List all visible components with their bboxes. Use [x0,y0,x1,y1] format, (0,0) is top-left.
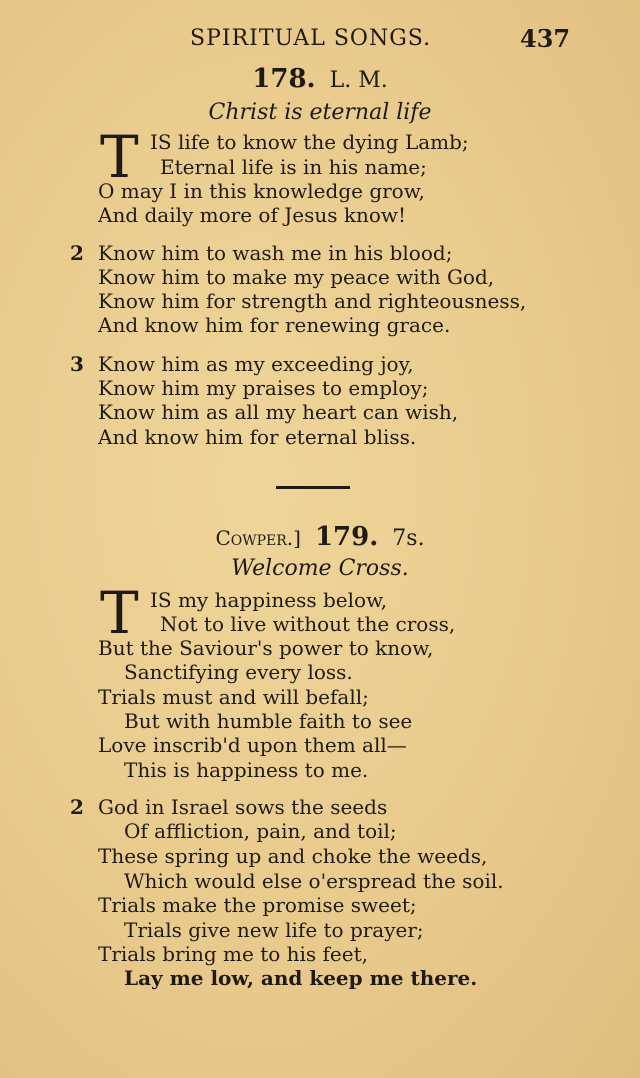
verse-line: But with humble faith to see [124,709,413,733]
verse-line: Know him to make my peace with God, [98,265,495,289]
verse-line: God in Israel sows the seeds [98,795,388,819]
drop-cap: T [100,123,139,191]
section-divider [276,486,350,489]
verse-line: Of affliction, pain, and toil; [124,819,397,843]
hymn-178-subtitle: Christ is eternal life [208,100,432,125]
verse-line: Know him for strength and righteousness, [98,289,527,313]
hymn-179-subtitle: Welcome Cross. [231,556,409,581]
hymn-number: 178. [252,64,316,94]
verse-line: Eternal life is in his name; [160,155,427,179]
verse-line: Trials bring me to his feet, [98,942,368,966]
hymn-meter: L. M. [329,68,388,93]
hymn-meter: 7s. [392,526,425,551]
hymn-179-heading [0,522,640,552]
verse-number: 2 [70,795,84,819]
verse-line: And know him for renewing grace. [98,313,451,337]
verse-line: O may I in this knowledge grow, [98,179,425,203]
verse-line: Which would else o'erspread the soil. [124,869,504,893]
verse-line: And daily more of Jesus know! [98,203,407,227]
verse-line: Trials must and will befall; [98,685,369,709]
verse-line: These spring up and choke the weeds, [98,844,488,868]
verse-line: Know him as my exceeding joy, [98,352,414,376]
hymn-178-heading [0,64,640,94]
verse-line: Know him as all my heart can wish, [98,400,459,424]
verse-line: Sanctifying every loss. [124,660,353,684]
verse-line: And know him for eternal bliss. [98,425,417,449]
verse-line: IS my happiness below, [150,588,388,612]
page-number: 437 [520,24,571,53]
running-head: SPIRITUAL SONGS. [190,26,432,51]
hymn-author: Cowper.] [215,526,301,550]
verse-line: But the Saviour's power to know, [98,636,434,660]
verse-line: Know him my praises to employ; [98,376,429,400]
verse-line: IS life to know the dying Lamb; [150,130,469,154]
verse-line: Trials give new life to prayer; [124,918,424,942]
verse-line: Trials make the promise sweet; [98,893,417,917]
verse-line: Know him to wash me in his blood; [98,241,453,265]
hymn-number: 179. [314,522,379,552]
drop-cap: T [100,579,139,647]
verse-line: Lay me low, and keep me there. [124,966,478,990]
verse-number: 2 [70,241,84,265]
page-header [0,22,640,56]
verse-line: Not to live without the cross, [160,612,456,636]
verse-line: Love inscrib'd upon them all— [98,733,407,757]
verse-line: This is happiness to me. [124,758,369,782]
verse-number: 3 [70,352,84,376]
